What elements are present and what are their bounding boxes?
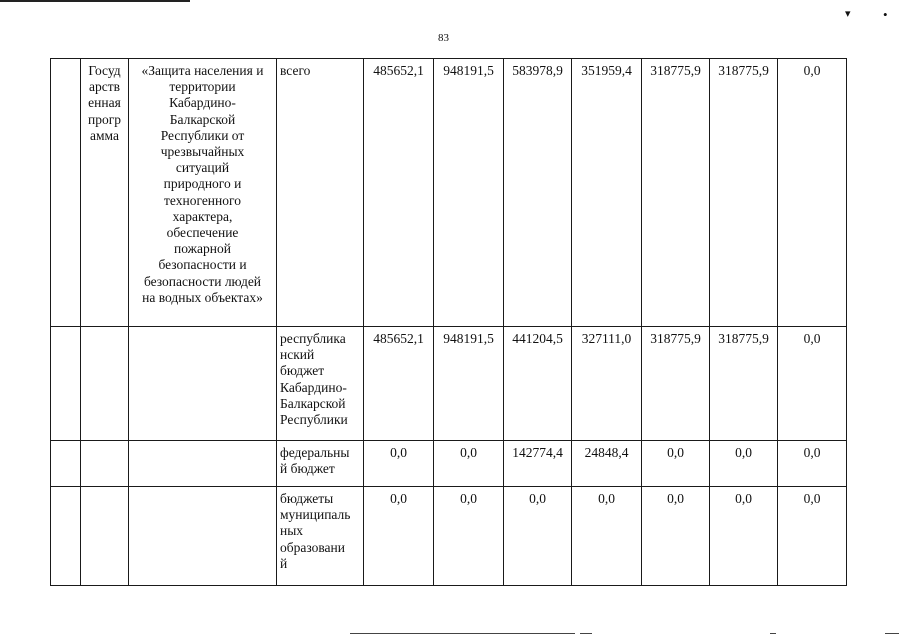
- table-row: [51, 441, 847, 487]
- funding-source-cell: республика нский бюджет Кабардино- Балкарской Республики: [277, 327, 364, 441]
- table-row: [51, 487, 847, 586]
- value-cell: 0,0: [710, 441, 778, 487]
- value-cell: 327111,0: [572, 327, 642, 441]
- bottom-rule: [770, 633, 776, 634]
- value-cell: 318775,9: [642, 327, 710, 441]
- value-cell: 0,0: [778, 327, 847, 441]
- value-cell: 0,0: [778, 487, 847, 586]
- blank-cell: [81, 327, 129, 441]
- blank-cell: [51, 59, 81, 327]
- value-cell: 0,0: [434, 441, 504, 487]
- funding-source-cell: бюджеты муниципаль ных образовани й: [277, 487, 364, 586]
- value-cell: 485652,1: [364, 327, 434, 441]
- bottom-rule: [350, 633, 575, 634]
- value-cell: 0,0: [778, 441, 847, 487]
- top-rule: [0, 0, 190, 2]
- value-cell: 318775,9: [642, 59, 710, 327]
- table-row: [51, 59, 847, 327]
- value-cell: 948191,5: [434, 327, 504, 441]
- value-cell: 441204,5: [504, 327, 572, 441]
- value-cell: 351959,4: [572, 59, 642, 327]
- program-type-cell: Госуд арств енная прогр амма: [81, 59, 129, 327]
- funding-source-cell: федеральны й бюджет: [277, 441, 364, 487]
- value-cell: 0,0: [364, 487, 434, 586]
- page-number: 83: [438, 32, 449, 44]
- blank-cell: [81, 441, 129, 487]
- value-cell: 0,0: [642, 441, 710, 487]
- value-cell: 0,0: [504, 487, 572, 586]
- value-cell: 318775,9: [710, 59, 778, 327]
- funding-source-cell: всего: [277, 59, 364, 327]
- value-cell: 948191,5: [434, 59, 504, 327]
- value-cell: 318775,9: [710, 327, 778, 441]
- blank-cell: [129, 487, 277, 586]
- value-cell: 0,0: [434, 487, 504, 586]
- value-cell: 0,0: [572, 487, 642, 586]
- blank-cell: [51, 441, 81, 487]
- blank-cell: [51, 487, 81, 586]
- value-cell: 0,0: [364, 441, 434, 487]
- bottom-rule: [580, 633, 592, 634]
- value-cell: 0,0: [778, 59, 847, 327]
- table-row: [51, 327, 847, 441]
- blank-cell: [51, 327, 81, 441]
- value-cell: 0,0: [710, 487, 778, 586]
- program-name-cell: «Защита населения и территории Кабардино- Балкарской Республики от чрезвычайных ситуаций природного и техногенного характера, обеспечение пожарной безопасности и безопасности людей на водных объектах»: [129, 59, 277, 327]
- bottom-rule: [885, 633, 899, 634]
- blank-cell: [81, 487, 129, 586]
- blank-cell: [129, 441, 277, 487]
- blank-cell: [129, 327, 277, 441]
- value-cell: 0,0: [642, 487, 710, 586]
- value-cell: 142774,4: [504, 441, 572, 487]
- value-cell: 24848,4: [572, 441, 642, 487]
- corner-mark: ▾: [845, 8, 851, 20]
- value-cell: 583978,9: [504, 59, 572, 327]
- value-cell: 485652,1: [364, 59, 434, 327]
- corner-mark: •: [883, 7, 888, 22]
- budget-table: [50, 58, 847, 586]
